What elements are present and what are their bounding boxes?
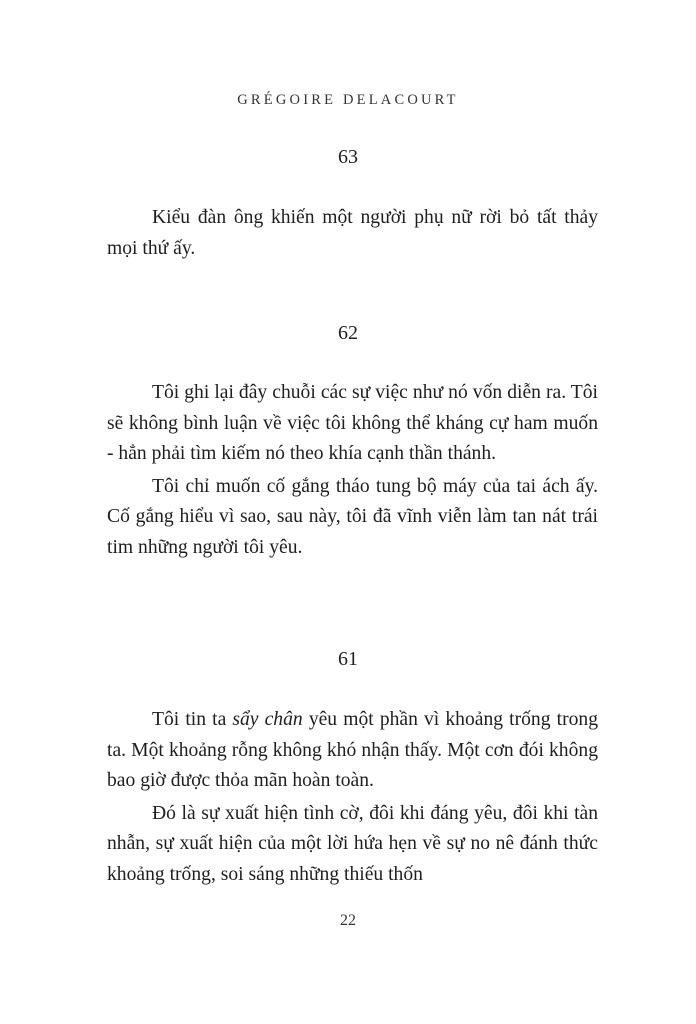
paragraph: Tôi ghi lại đây chuỗi các sự việc như nó vốn diễn ra. Tôi sẽ không bình luận về việc tôi không thể kháng cự ham muốn - hẳn phải tìm kiếm nó theo khía cạnh thần thánh. bbox=[107, 382, 598, 464]
section-body bbox=[107, 705, 598, 890]
running-head-author: GRÉGOIRE DELACOURT bbox=[237, 92, 459, 108]
paragraph-text: Tôi tin ta bbox=[152, 709, 233, 730]
paragraph: Đó là sự xuất hiện tình cờ, đôi khi đáng yêu, đôi khi tàn nhẫn, sự xuất hiện của một lời hứa hẹn về sự no nê đánh thức khoảng trống, soi sáng những thiếu thốn bbox=[107, 802, 598, 885]
paragraph: Tôi chỉ muốn cố gắng tháo tung bộ máy của tai ách ấy. Cố gắng hiểu vì sao, sau này, tôi đã vĩnh viễn làm tan nát trái tim những người tôi yêu. bbox=[107, 475, 598, 558]
section-number: 61 bbox=[338, 648, 358, 670]
section-body bbox=[107, 203, 598, 264]
section-body bbox=[107, 378, 598, 563]
paragraph: Kiểu đàn ông khiến một người phụ nữ rời bỏ tất thảy mọi thứ ấy. bbox=[107, 207, 598, 259]
section-number: 63 bbox=[338, 146, 358, 168]
paragraph bbox=[107, 705, 598, 797]
italic-phrase: sẩy chân bbox=[232, 709, 303, 730]
page-number: 22 bbox=[340, 912, 356, 929]
section-number: 62 bbox=[338, 322, 358, 344]
paragraph-text: yêu một phần vì khoảng trống trong ta. Một khoảng rỗng không khó nhận thấy. Một cơn đói không bao giờ được thỏa mãn hoàn toàn. bbox=[107, 709, 598, 791]
